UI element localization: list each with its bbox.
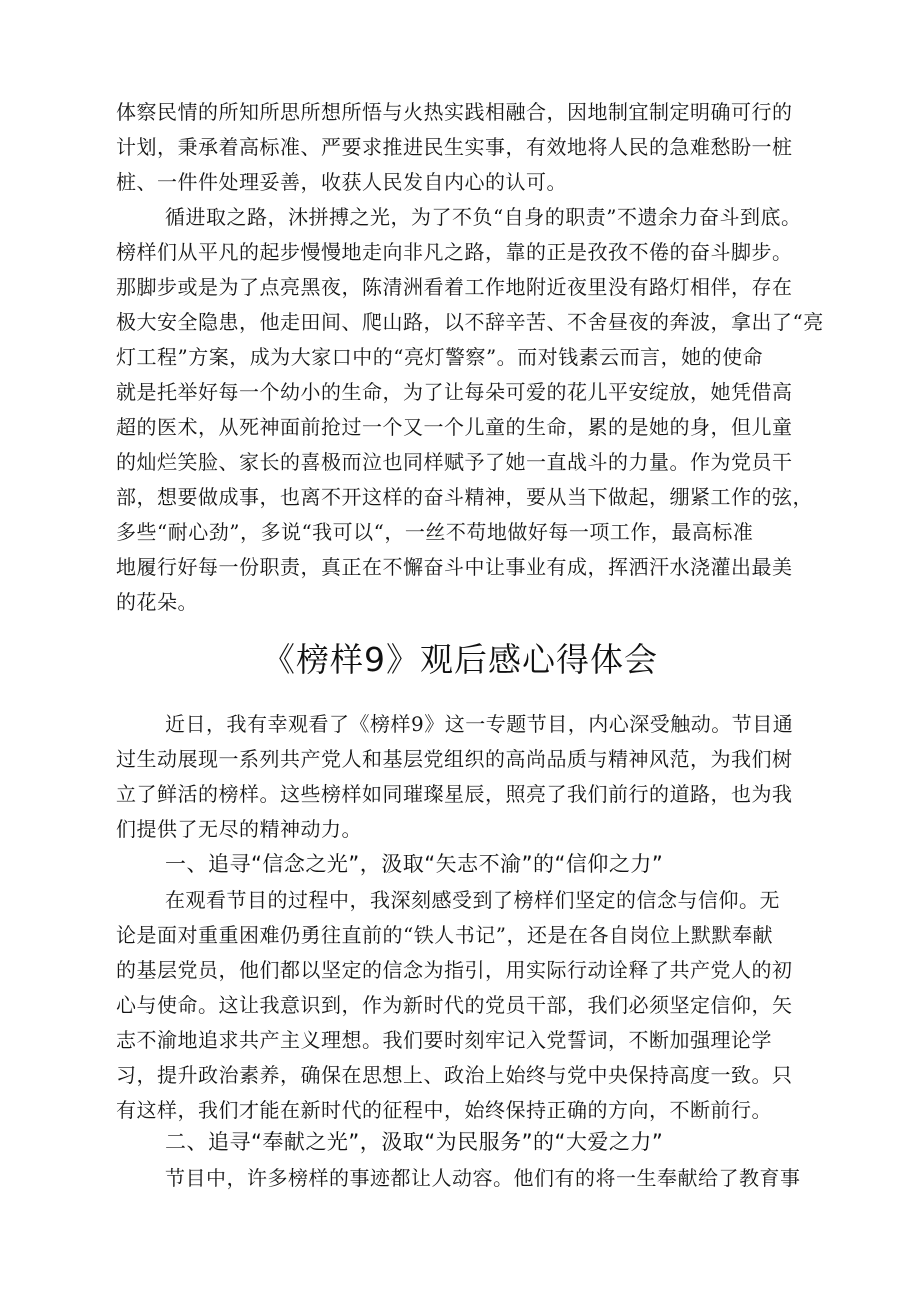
paragraph-line: 过生动展现一系列共产党人和基层党组织的高尚品质与精神风范，为我们树 [116, 747, 793, 771]
paragraph-line: 就是托举好每一个幼小的生命，为了让每朵可爱的花儿平安绽放，她凭借高 [116, 380, 793, 404]
paragraph-line: 的花朵。 [116, 590, 198, 614]
paragraph-line: 桩、一件件处理妥善，收获人民发自内心的认可。 [116, 170, 567, 194]
paragraph-line: 多些“耐心劲”，多说“我可以“，一丝不苟地做好每一项工作，最高标准 [116, 520, 754, 544]
paragraph-line: 们提供了无尽的精神动力。 [116, 817, 362, 841]
paragraph-line: 习，提升政治素养，确保在思想上、政治上始终与党中央保持高度一致。只 [116, 1063, 793, 1087]
paragraph-line: 在观看节目的过程中，我深刻感受到了榜样们坚定的信念与信仰。无 [165, 888, 780, 912]
paragraph-line: 地履行好每一份职责，真正在不懈奋斗中让事业有成，挥洒汗水浇灌出最美 [116, 555, 793, 579]
paragraph-line: 节目中，许多榜样的事迹都让人动容。他们有的将一生奉献给了教育事 [165, 1166, 801, 1190]
paragraph-line: 心与使命。这让我意识到，作为新时代的党员干部，我们必须坚定信仰，矢 [116, 993, 793, 1017]
section-heading-1: 一、追寻“信念之光”，汲取“矢志不渝”的“信仰之力” [165, 852, 664, 876]
article-title: 《榜样9》观后感心得体会 [262, 640, 658, 679]
paragraph-line: 的灿烂笑脸、家长的喜极而泣也同样赋予了她一直战斗的力量。作为党员干 [116, 450, 793, 474]
paragraph-line: 极大安全隐患，他走田间、爬山路，以不辞辛苦、不舍昼夜的奔波，拿出了“亮 [116, 310, 824, 334]
paragraph-line: 论是面对重重困难仍勇往直前的“铁人书记”，还是在各自岗位上默默奉献 [116, 923, 773, 947]
paragraph-line: 灯工程”方案，成为大家口中的“亮灯警察”。而对钱素云而言，她的使命 [116, 345, 764, 369]
paragraph-line: 循进取之路，沐拼搏之光，为了不负“自身的职责”不遗余力奋斗到底。 [165, 205, 802, 229]
paragraph-line: 有这样，我们才能在新时代的征程中，始终保持正确的方向，不断前行。 [116, 1098, 772, 1122]
paragraph-line: 立了鲜活的榜样。这些榜样如同璀璨星辰，照亮了我们前行的道路，也为我 [116, 782, 793, 806]
paragraph-line: 榜样们从平凡的起步慢慢地走向非凡之路，靠的正是孜孜不倦的奋斗脚步。 [116, 240, 793, 264]
paragraph-line: 计划，秉承着高标准、严要求推进民生实事，有效地将人民的急难愁盼一桩 [116, 135, 793, 159]
paragraph-line: 近日，我有幸观看了《榜样9》这一专题节目，内心深受触动。节目通 [165, 712, 794, 736]
paragraph-line: 部，想要做成事，也离不开这样的奋斗精神，要从当下做起，绷紧工作的弦， [116, 485, 813, 509]
paragraph-line: 的基层党员，他们都以坚定的信念为指引，用实际行动诠释了共产党人的初 [116, 958, 793, 982]
paragraph-line: 志不渝地追求共产主义理想。我们要时刻牢记入党誓词，不断加强理论学 [116, 1028, 772, 1052]
paragraph-line: 体察民情的所知所思所想所悟与火热实践相融合，因地制宜制定明确可行的 [116, 100, 793, 124]
paragraph-line: 超的医术，从死神面前抢过一个又一个儿童的生命，累的是她的身，但儿童 [116, 415, 793, 439]
section-heading-2: 二、追寻“奉献之光”，汲取“为民服务”的“大爱之力” [165, 1130, 664, 1154]
paragraph-line: 那脚步或是为了点亮黑夜，陈清洲看着工作地附近夜里没有路灯相伴，存在 [116, 275, 793, 299]
